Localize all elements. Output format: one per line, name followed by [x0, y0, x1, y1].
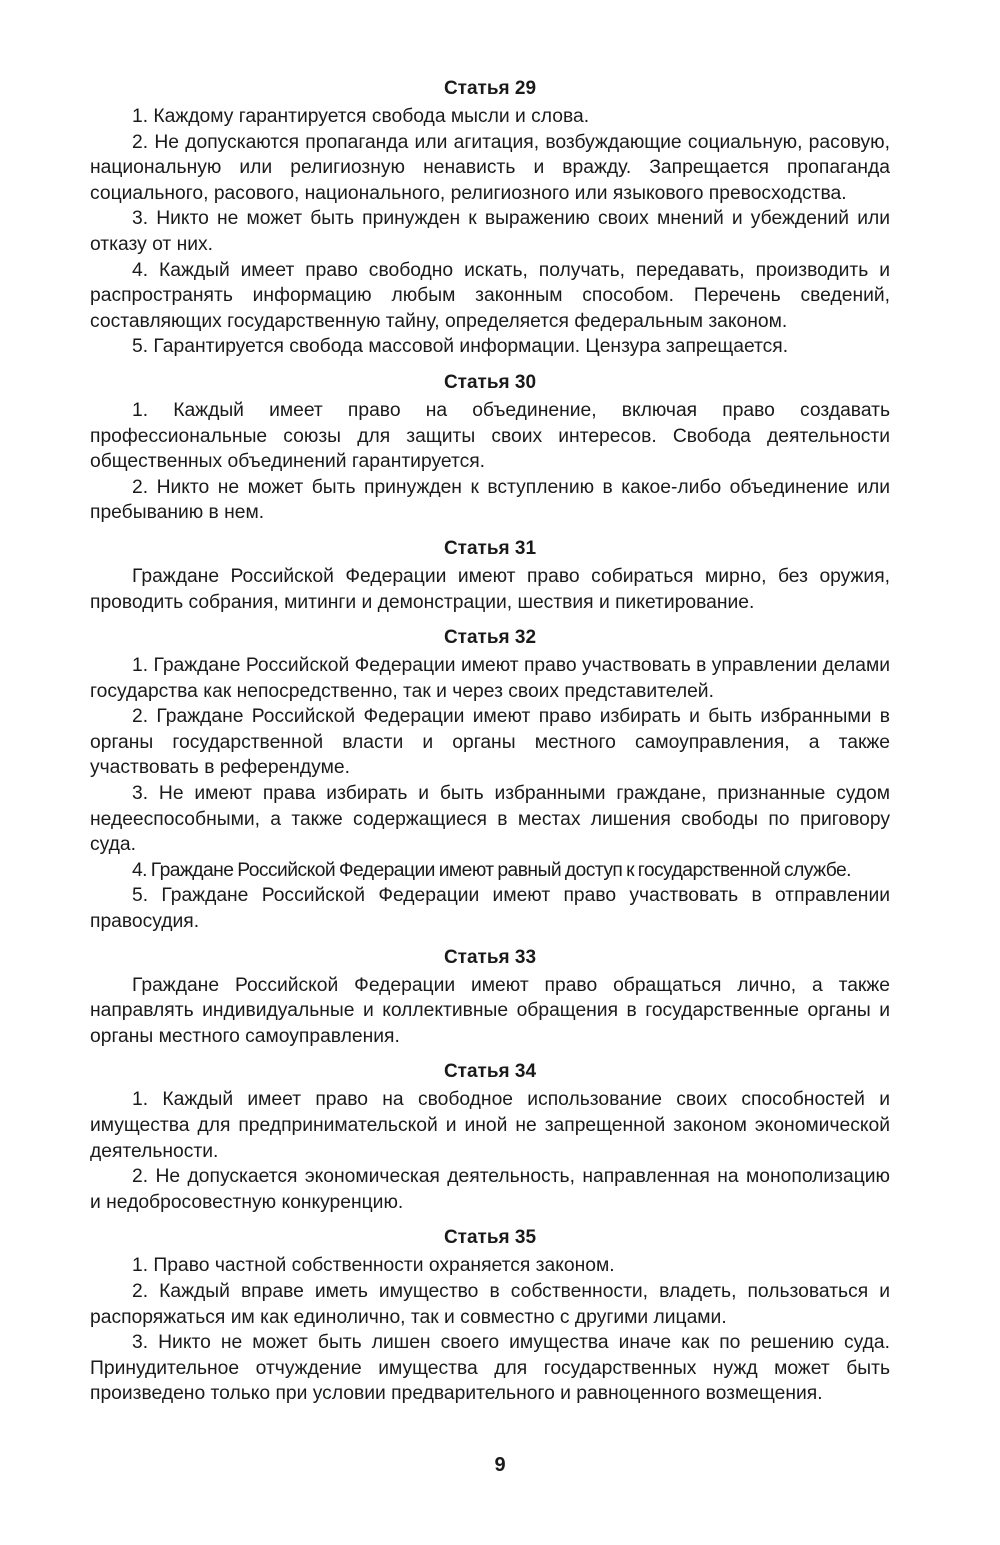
clause: 2. Не допускаются пропаганда или агитация, возбуждающие социальную, расовую, национальную или религиозную ненависть и вражду. Запрещается пропаганда социального, расового, национального, религиозного или языкового превосходства.: [90, 131, 890, 204]
clause: 1. Каждый имеет право на объединение, включая право создавать профессиональные союзы для защиты своих интересов. Свобода деятельности общественных объединений гарантируется.: [90, 399, 890, 473]
page-content: [90, 76, 890, 1407]
article-34: [90, 1059, 890, 1215]
clause: 4. Каждый имеет право свободно искать, получать, передавать, производить и распространять информацию любым законным способом. Перечень сведений, составляющих государственную тайну, определяется федеральным законом.: [90, 259, 890, 332]
clause: Граждане Российской Федерации имеют право обращаться лично, а также направлять индивидуальные и коллективные обращения в государственные органы и органы местного самоуправления.: [90, 974, 890, 1047]
clause: 2. Граждане Российской Федерации имеют право избирать и быть избранными в органы государственной власти и органы местного самоуправления, а также участвовать в референдуме.: [90, 706, 890, 779]
article-heading: Статья 35: [443, 1227, 537, 1249]
clause: 4. Граждане Российской Федерации имеют равный доступ к государственной службе.: [132, 859, 851, 881]
clause: 3. Никто не может быть принужден к выражению своих мнений и убеждений или отказу от них.: [90, 208, 890, 255]
clause: 1. Каждому гарантируется свобода мысли и слова.: [132, 106, 590, 127]
clause: 2. Не допускается экономическая деятельность, направленная на монополизацию и недобросовестную конкуренцию.: [90, 1166, 890, 1213]
article-heading: Статья 31: [443, 537, 537, 559]
article-29: [90, 76, 890, 360]
article-32: [90, 625, 890, 935]
article-30: [90, 370, 890, 526]
clause: 5. Граждане Российской Федерации имеют право участвовать в отправлении правосудия.: [90, 885, 890, 933]
clause: 5. Гарантируется свобода массовой информации. Цензура запрещается.: [132, 336, 789, 358]
clause: 3. Никто не может быть лишен своего имущества иначе как по решению суда. Принудительное отчуждение имущества для государственных нужд может быть произведено только при условии предварительного и равноценного возмещения.: [90, 1332, 890, 1405]
article-33: [90, 945, 890, 1050]
page-number: 9: [494, 1454, 506, 1476]
clause: 2. Никто не может быть принужден к вступлению в какое-либо объединение или пребыванию в нем.: [90, 476, 890, 524]
article-heading: Статья 30: [443, 371, 537, 393]
clause: 1. Каждый имеет право на свободное использование своих способностей и имущества для предпринимательской и иной не запрещенной законом экономической деятельности.: [90, 1089, 890, 1162]
article-heading: Статья 29: [443, 78, 537, 99]
article-heading: Статья 34: [443, 1061, 537, 1083]
clause: Граждане Российской Федерации имеют право собираться мирно, без оружия, проводить собрания, митинги и демонстрации, шествия и пикетирование.: [90, 565, 890, 613]
article-31: [90, 536, 890, 615]
article-heading: Статья 32: [443, 627, 537, 649]
clause: 2. Каждый вправе иметь имущество в собственности, владеть, пользоваться и распоряжаться им как единолично, так и совместно с другими лицами.: [90, 1280, 890, 1328]
clause: 1. Граждане Российской Федерации имеют право участвовать в управлении делами государства как непосредственно, так и через своих представителей.: [90, 655, 890, 702]
article-heading: Статья 33: [443, 946, 537, 968]
clause: 1. Право частной собственности охраняется законом.: [132, 1255, 615, 1277]
clause: 3. Не имеют права избирать и быть избранными граждане, признанные судом недееспособными, а также содержащиеся в местах лишения свободы по приговору суда.: [90, 783, 890, 856]
article-35: [90, 1225, 890, 1407]
